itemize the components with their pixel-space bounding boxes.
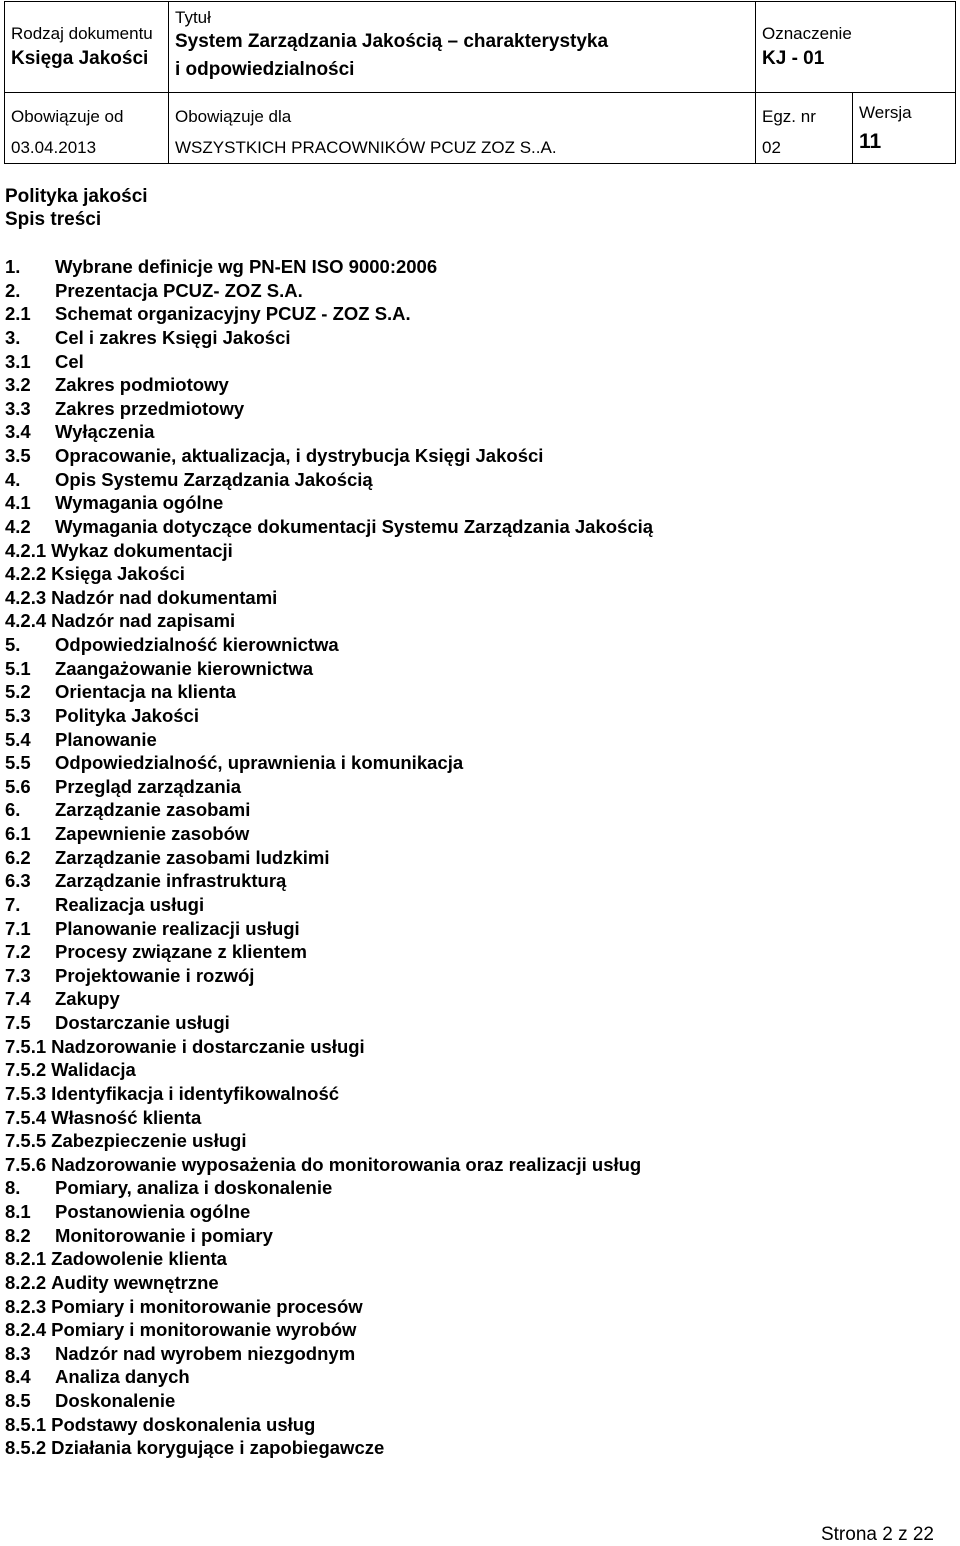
toc-entry-text: Planowanie xyxy=(55,728,157,750)
toc-entry-text: Zadowolenie klienta xyxy=(51,1248,227,1270)
toc-entry xyxy=(5,1436,653,1460)
toc-entry xyxy=(5,562,653,586)
toc-entry-number: 3.5 xyxy=(5,445,31,466)
toc-entry-number: 7.5.4 xyxy=(5,1106,47,1128)
toc-entry-text: Zabezpieczenie usługi xyxy=(51,1130,247,1152)
toc-entry xyxy=(5,373,653,397)
copy-no-value: 02 xyxy=(762,138,781,157)
doc-type-label: Rodzaj dokumentu xyxy=(11,24,153,43)
toc-entry xyxy=(5,775,653,799)
toc-entry-number: 8.2.2 xyxy=(5,1271,47,1293)
toc-entry xyxy=(5,964,653,988)
toc-entry-text: Opracowanie, aktualizacja, i dystrybucja Księgi Jakości xyxy=(55,445,544,466)
toc-entry-number: 6.2 xyxy=(5,846,31,868)
toc-entry-text: Zarządzanie infrastrukturą xyxy=(55,870,287,892)
toc-entry-text: Pomiary i monitorowanie procesów xyxy=(51,1295,363,1317)
toc-entry-text: Nadzorowanie wyposażenia do monitorowania oraz realizacji usług xyxy=(51,1153,642,1175)
copy-no-cell xyxy=(756,93,853,164)
toc-entry-text: Własność klienta xyxy=(51,1106,202,1128)
toc-entry-text: Cel i zakres Księgi Jakości xyxy=(55,326,291,348)
toc-entry xyxy=(5,751,653,775)
effective-from-cell xyxy=(5,93,169,164)
toc-entry xyxy=(5,1224,653,1248)
toc-entry xyxy=(5,1247,653,1271)
title-line-2: i odpowiedzialności xyxy=(175,59,355,80)
toc-entry-text: Zarządzanie zasobami ludzkimi xyxy=(55,846,330,868)
page-number: Strona 2 z 22 xyxy=(820,1524,934,1545)
toc-entry-number: 4.2.1 xyxy=(5,539,47,561)
toc-entry-text: Orientacja na klienta xyxy=(55,681,236,703)
applies-to-label: Obowiązuje dla xyxy=(175,107,292,126)
toc-entry-text: Walidacja xyxy=(51,1059,136,1081)
toc-entry-number: 7.5.2 xyxy=(5,1059,47,1081)
toc-entry xyxy=(5,1200,653,1224)
toc-entry xyxy=(5,420,653,444)
toc-entry-text: Nadzór nad zapisami xyxy=(51,610,236,632)
toc-entry-text: Projektowanie i rozwój xyxy=(55,964,255,986)
toc-entry-number: 4.2.4 xyxy=(5,610,47,632)
toc-entry-text: Zarządzanie zasobami xyxy=(55,799,251,821)
toc-entry xyxy=(5,822,653,846)
toc-entry-text: Nadzór nad dokumentami xyxy=(51,586,278,608)
toc-entry-number: 2.1 xyxy=(5,303,31,325)
toc-entry-text: Wyłączenia xyxy=(55,421,155,443)
toc-entry-number: 8.2.1 xyxy=(5,1248,47,1270)
toc-entry xyxy=(5,1106,653,1130)
toc-entry-number: 8.2.4 xyxy=(5,1319,47,1341)
toc-entry xyxy=(5,491,653,515)
toc-entry-number: 6.3 xyxy=(5,870,31,892)
toc-entry-text: Opis Systemu Zarządzania Jakością xyxy=(55,468,373,490)
toc-entry xyxy=(5,1176,653,1200)
toc-entry-number: 6.1 xyxy=(5,823,31,844)
toc-entry-number: 6. xyxy=(5,799,21,821)
version-value: 11 xyxy=(859,130,882,153)
toc-entry-text: Polityka Jakości xyxy=(55,704,199,726)
toc-entry-number: 4.1 xyxy=(5,492,31,514)
toc-entry-text: Zakres podmiotowy xyxy=(55,374,229,396)
toc-entry-text: Monitorowanie i pomiary xyxy=(55,1224,273,1246)
toc-entry-number: 4.2.3 xyxy=(5,586,47,608)
toc-entry-text: Odpowiedzialność, uprawnienia i komunikacja xyxy=(55,752,464,774)
toc-entry-number: 8.1 xyxy=(5,1201,31,1222)
toc-entry-number: 5.1 xyxy=(5,657,31,679)
toc-entry xyxy=(5,326,653,350)
toc-entry-text: Zakres przedmiotowy xyxy=(55,397,245,419)
designation-cell xyxy=(756,2,956,93)
toc-entry-number: 7.1 xyxy=(5,917,31,939)
toc-entry-number: 7.5.6 xyxy=(5,1153,47,1175)
title-label: Tytuł xyxy=(175,8,211,27)
toc-entry-text: Zapewnienie zasobów xyxy=(55,823,250,844)
toc-entry xyxy=(5,279,653,303)
designation-value: KJ - 01 xyxy=(762,48,825,69)
toc-entry xyxy=(5,846,653,870)
toc-entry-number: 7. xyxy=(5,893,21,915)
doc-type-value: Księga Jakości xyxy=(11,48,149,69)
toc-entry xyxy=(5,1035,653,1059)
toc-entry-text: Nadzór nad wyrobem niezgodnym xyxy=(55,1342,356,1364)
toc-entry-number: 8.5.2 xyxy=(5,1437,47,1459)
toc-entry xyxy=(5,704,653,728)
toc-entry-text: Podstawy doskonalenia usług xyxy=(51,1413,316,1435)
toc-entry-text: Postanowienia ogólne xyxy=(55,1201,251,1222)
toc-entry-text: Wymagania dotyczące dokumentacji Systemu Zarządzania Jakością xyxy=(55,515,654,537)
effective-from-value: 03.04.2013 xyxy=(11,138,97,157)
toc-entry xyxy=(5,987,653,1011)
toc-entry-number: 5.4 xyxy=(5,728,31,750)
toc-entry-number: 3.1 xyxy=(5,350,31,372)
toc-entry xyxy=(5,444,653,468)
toc-entry xyxy=(5,468,653,492)
toc-entry xyxy=(5,1318,653,1342)
table-of-contents xyxy=(5,255,653,1460)
toc-entry-number: 7.4 xyxy=(5,988,31,1010)
copy-no-label: Egz. nr xyxy=(762,107,816,126)
toc-entry xyxy=(5,255,653,279)
toc-entry-number: 1. xyxy=(5,256,21,277)
toc-entry xyxy=(5,798,653,822)
toc-entry-number: 8.5 xyxy=(5,1390,31,1411)
toc-entry-number: 7.5.3 xyxy=(5,1082,47,1104)
toc-entry-text: Dostarczanie usługi xyxy=(55,1012,230,1033)
toc-entry xyxy=(5,1153,653,1177)
toc-entry xyxy=(5,728,653,752)
toc-entry-number: 7.5.5 xyxy=(5,1130,47,1152)
toc-entry xyxy=(5,1342,653,1366)
toc-entry-number: 2. xyxy=(5,279,21,301)
applies-to-cell xyxy=(169,93,756,164)
title-cell xyxy=(169,2,756,93)
toc-entry-text: Zakupy xyxy=(55,988,120,1010)
toc-entry xyxy=(5,302,653,326)
version-label: Wersja xyxy=(859,103,912,122)
toc-entry-number: 8.5.1 xyxy=(5,1413,47,1435)
toc-title: Spis treści xyxy=(5,209,102,230)
toc-entry-text: Nadzorowanie i dostarczanie usługi xyxy=(51,1035,365,1057)
toc-entry-text: Identyfikacja i identyfikowalność xyxy=(51,1082,340,1104)
toc-entry-text: Księga Jakości xyxy=(51,563,185,585)
toc-entry-text: Wymagania ogólne xyxy=(55,492,224,514)
toc-entry-number: 3. xyxy=(5,326,21,348)
toc-entry xyxy=(5,1271,653,1295)
toc-entry xyxy=(5,609,653,633)
toc-entry-number: 7.5.1 xyxy=(5,1035,47,1057)
toc-entry-number: 4. xyxy=(5,468,21,490)
designation-label: Oznaczenie xyxy=(762,24,852,43)
toc-entry-number: 7.3 xyxy=(5,964,31,986)
toc-entry xyxy=(5,869,653,893)
toc-entry xyxy=(5,917,653,941)
toc-entry xyxy=(5,940,653,964)
toc-entry-text: Wykaz dokumentacji xyxy=(51,539,233,561)
toc-entry-number: 8.2 xyxy=(5,1224,31,1246)
toc-entry xyxy=(5,680,653,704)
toc-entry-text: Pomiary, analiza i doskonalenie xyxy=(55,1177,333,1199)
toc-entry xyxy=(5,1082,653,1106)
toc-entry-number: 8.2.3 xyxy=(5,1295,47,1317)
toc-entry xyxy=(5,1365,653,1389)
toc-entry-number: 3.4 xyxy=(5,421,31,443)
toc-entry xyxy=(5,893,653,917)
toc-entry-number: 5.5 xyxy=(5,752,31,774)
title-line-1: System Zarządzania Jakością – charakterystyka xyxy=(175,31,609,52)
toc-entry-text: Analiza danych xyxy=(55,1366,190,1388)
section-title: Polityka jakości xyxy=(5,186,148,207)
toc-entry-number: 3.3 xyxy=(5,397,31,419)
toc-entry-text: Doskonalenie xyxy=(55,1390,176,1411)
toc-entry-text: Przegląd zarządzania xyxy=(55,775,242,797)
applies-to-value: WSZYSTKICH PRACOWNIKÓW PCUZ ZOZ S..A. xyxy=(175,138,557,157)
toc-entry-number: 5.3 xyxy=(5,704,31,726)
toc-entry-number: 7.2 xyxy=(5,941,31,963)
toc-entry-number: 8. xyxy=(5,1177,21,1199)
toc-entry xyxy=(5,515,653,539)
toc-entry-text: Prezentacja PCUZ- ZOZ S.A. xyxy=(55,279,303,301)
toc-entry-text: Schemat organizacyjny PCUZ - ZOZ S.A. xyxy=(55,303,411,325)
toc-entry-number: 5.6 xyxy=(5,775,31,797)
toc-entry-text: Pomiary i monitorowanie wyrobów xyxy=(51,1319,357,1341)
toc-entry-number: 8.4 xyxy=(5,1366,31,1388)
toc-entry xyxy=(5,586,653,610)
toc-entry-number: 7.5 xyxy=(5,1012,31,1033)
doc-type-cell xyxy=(5,2,169,93)
toc-entry-number: 5. xyxy=(5,634,21,655)
toc-entry xyxy=(5,1129,653,1153)
toc-entry xyxy=(5,1295,653,1319)
version-cell xyxy=(853,93,956,164)
toc-entry xyxy=(5,350,653,374)
toc-entry-text: Odpowiedzialność kierownictwa xyxy=(55,634,339,655)
effective-from-label: Obowiązuje od xyxy=(11,107,124,126)
toc-entry xyxy=(5,657,653,681)
toc-entry-text: Planowanie realizacji usługi xyxy=(55,917,300,939)
toc-entry xyxy=(5,1011,653,1035)
toc-entry-text: Cel xyxy=(55,350,84,372)
toc-entry-text: Audity wewnętrzne xyxy=(51,1271,219,1293)
toc-entry xyxy=(5,539,653,563)
toc-entry-text: Działania korygujące i zapobiegawcze xyxy=(51,1437,385,1459)
toc-entry xyxy=(5,397,653,421)
toc-entry-text: Procesy związane z klientem xyxy=(55,941,307,963)
toc-entry-text: Realizacja usługi xyxy=(55,893,205,915)
toc-entry xyxy=(5,1413,653,1437)
toc-entry-number: 3.2 xyxy=(5,374,31,396)
toc-entry-text: Wybrane definicje wg PN-EN ISO 9000:2006 xyxy=(55,256,438,277)
toc-entry-number: 8.3 xyxy=(5,1342,31,1364)
toc-entry xyxy=(5,1058,653,1082)
toc-entry xyxy=(5,633,653,657)
toc-entry-number: 4.2 xyxy=(5,515,31,537)
document-header-table xyxy=(4,1,956,164)
toc-entry-text: Zaangażowanie kierownictwa xyxy=(55,657,314,679)
toc-entry xyxy=(5,1389,653,1413)
toc-entry-number: 5.2 xyxy=(5,681,31,703)
toc-entry-number: 4.2.2 xyxy=(5,563,47,585)
